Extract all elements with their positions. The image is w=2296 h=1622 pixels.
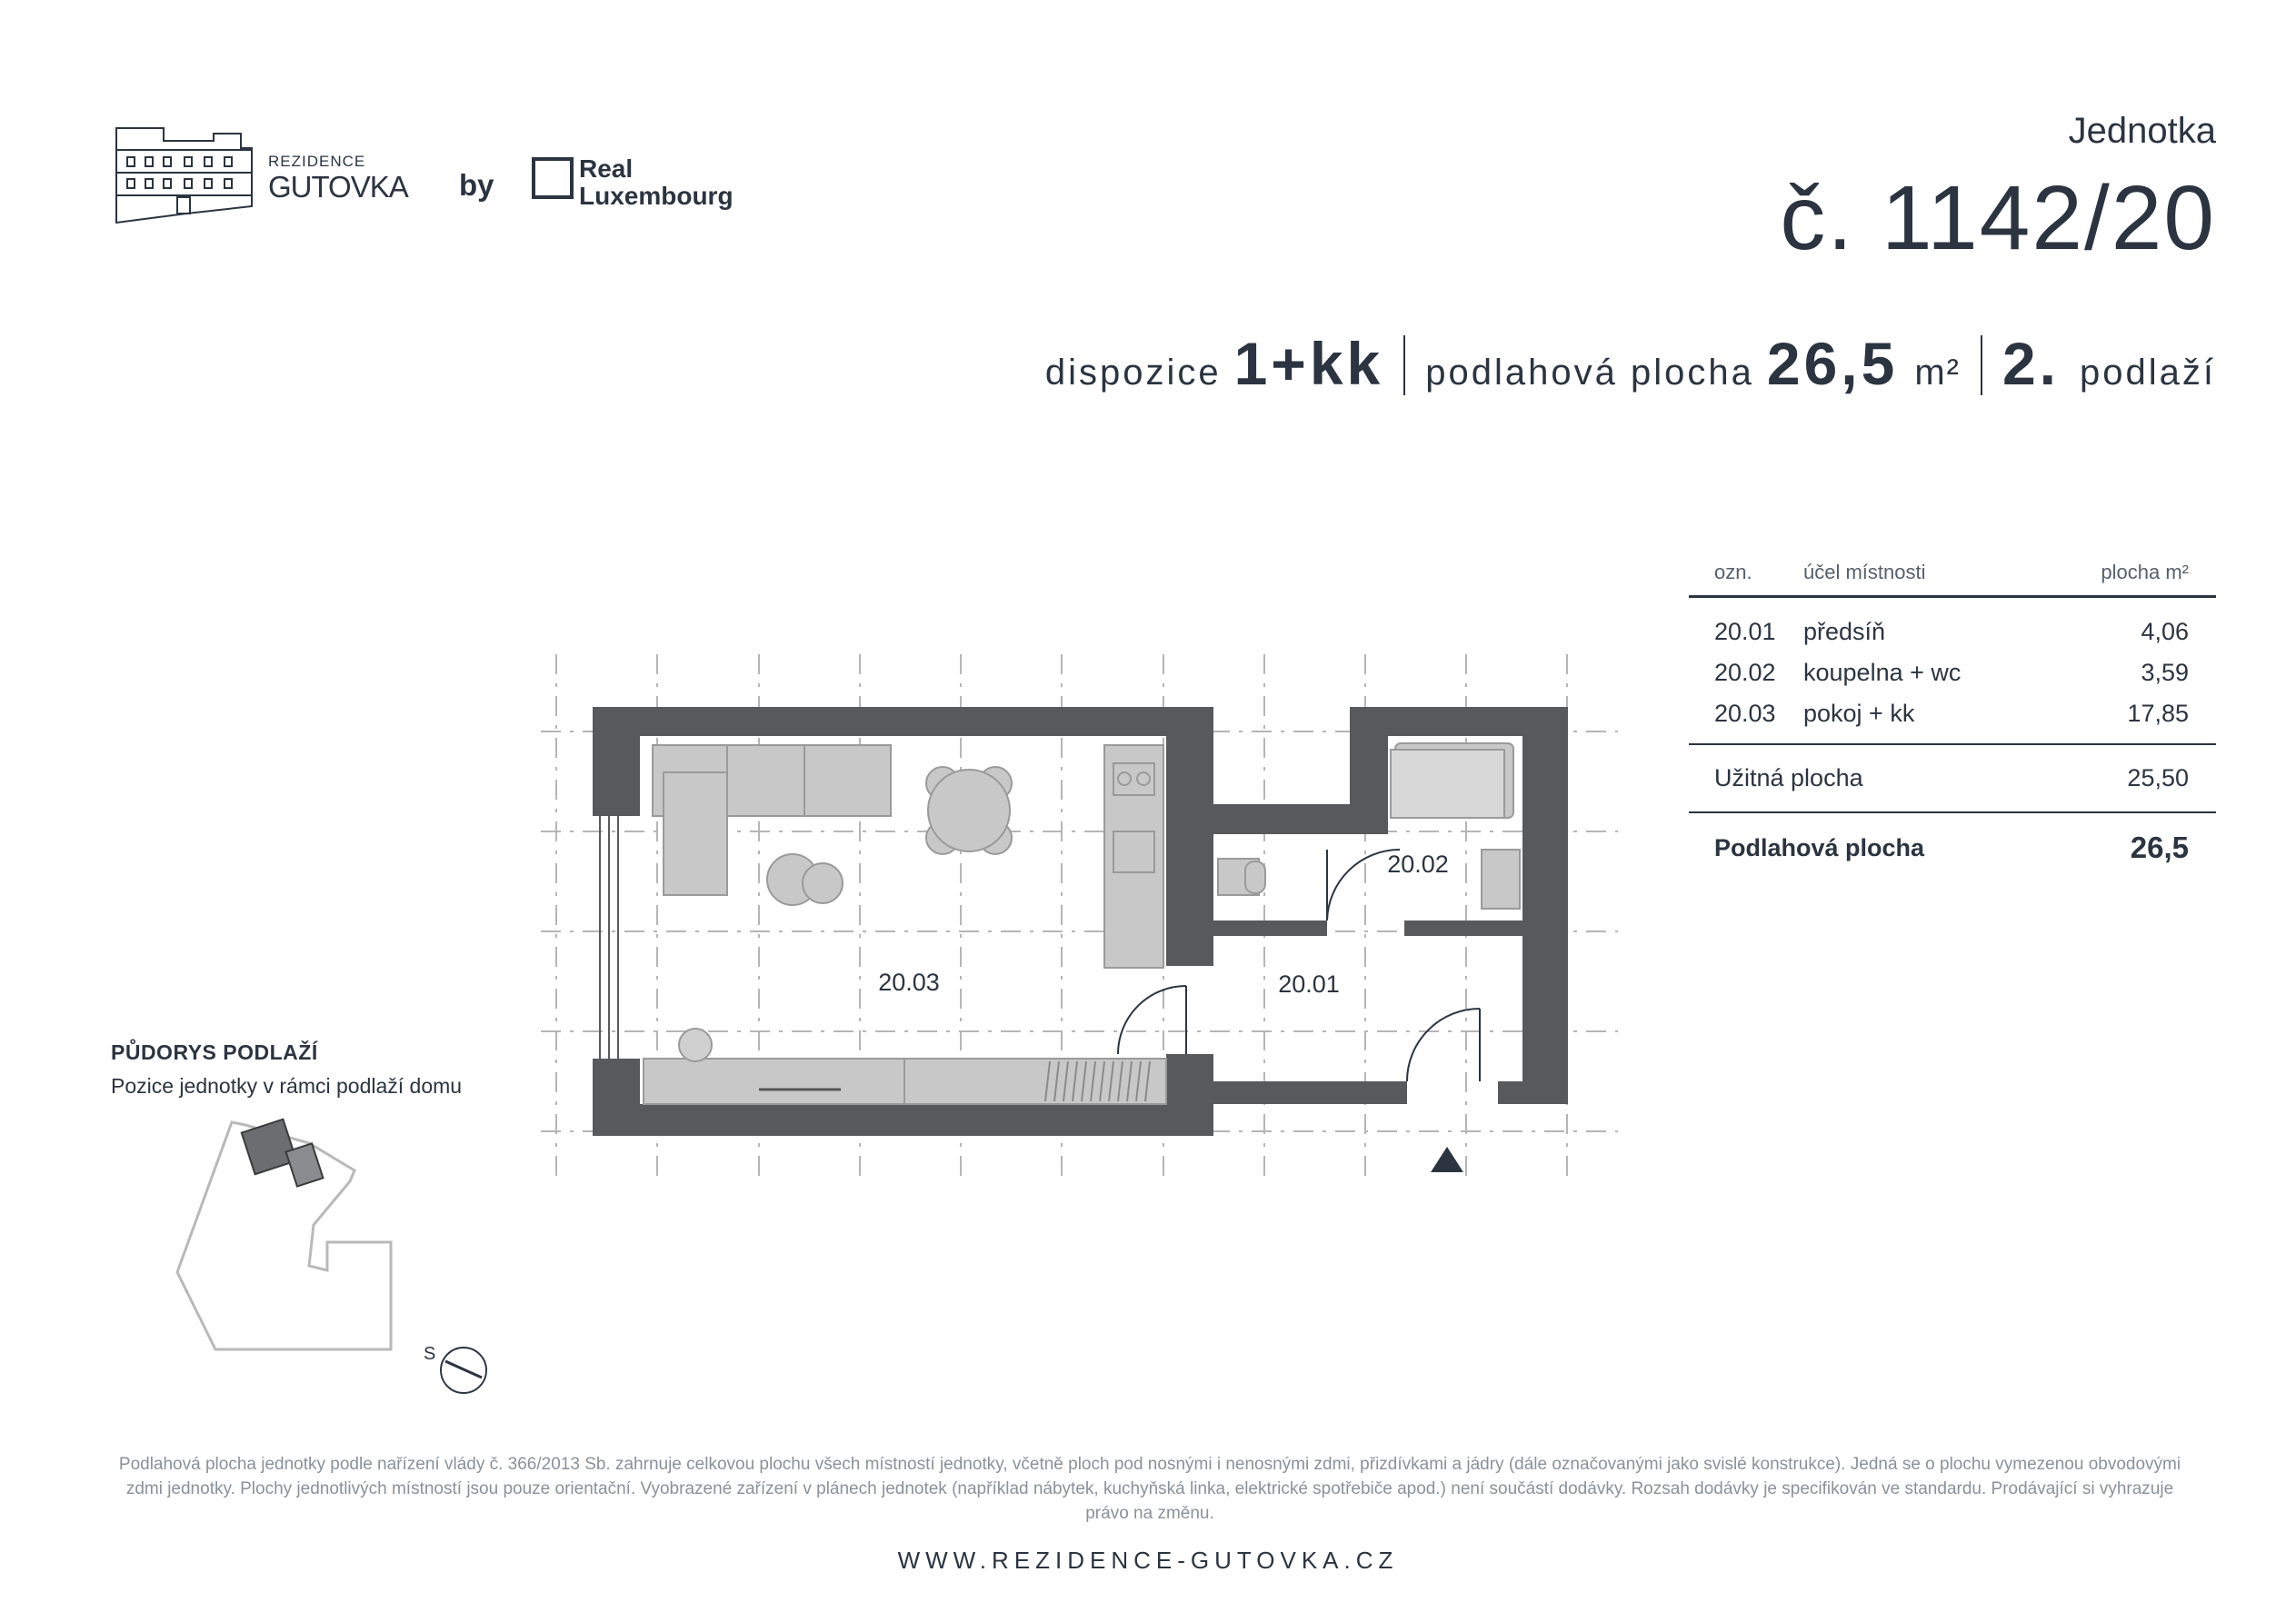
area-label: podlahová plocha	[1425, 353, 1754, 393]
partner-line-1: Real	[579, 154, 634, 183]
room-id: 20.01	[1714, 618, 1776, 645]
room-id: 20.03	[1714, 700, 1776, 727]
floor-area-value: 26,5	[2130, 831, 2189, 864]
room-id: 20.02	[1714, 659, 1776, 686]
door-arc-icon	[1118, 986, 1186, 1054]
brand-name: GUTOVKA	[268, 170, 408, 204]
by-text: by	[459, 168, 494, 202]
floor-area-label: Podlahová plocha	[1714, 833, 1925, 861]
unit-number: č. 1142/20	[1780, 167, 2216, 269]
area-unit: m²	[1914, 353, 1961, 393]
room-area: 4,06	[2141, 618, 2189, 645]
entrance-arrow-icon	[1431, 1147, 1463, 1172]
building-overview-map	[177, 1119, 486, 1393]
room-label-2003: 20.03	[878, 969, 940, 996]
usable-area-label: Užitná plocha	[1714, 764, 1863, 791]
floor-value: 2.	[2002, 330, 2061, 397]
north-label: S	[424, 1344, 436, 1364]
door-arc-icon	[1407, 1009, 1480, 1081]
pot-icon	[679, 1029, 712, 1061]
brand-small-text: REZIDENCE	[268, 153, 366, 170]
unit-label: Jednotka	[2068, 111, 2216, 151]
room-label-2002: 20.02	[1387, 851, 1449, 878]
layout-label: dispozice	[1044, 353, 1222, 393]
floor-overview-subtitle: Pozice jednotky v rámci podlaží domu	[111, 1074, 463, 1098]
room-name: koupelna + wc	[1803, 659, 1962, 686]
header-area: plocha m²	[2101, 561, 2189, 583]
sink-icon	[1482, 850, 1520, 909]
room-label-2001: 20.01	[1278, 970, 1340, 998]
floor-overview-title: PŮDORYS PODLAŽÍ	[111, 1040, 318, 1064]
partner-line-2: Luxembourg	[579, 182, 734, 210]
area-value: 26,5	[1766, 330, 1899, 397]
room-area: 17,85	[2127, 700, 2189, 727]
window-icon	[600, 816, 618, 1059]
dining-table-icon	[928, 770, 1010, 851]
layout-value: 1+kk	[1233, 330, 1384, 397]
website-link[interactable]: WWW.REZIDENCE-GUTOVKA.CZ	[897, 1547, 1399, 1574]
floor-label: podlaží	[2080, 353, 2216, 393]
sofa-chaise-icon	[664, 772, 727, 895]
usable-area-value: 25,50	[2127, 764, 2189, 791]
room-area: 3,59	[2141, 659, 2189, 686]
header-id: ozn.	[1714, 561, 1752, 583]
furniture	[644, 743, 1520, 1104]
room-name: pokoj + kk	[1803, 700, 1915, 727]
disclaimer-text: Podlahová plocha jednotky podle nařízení vlády č. 366/2013 Sb. zahrnuje celkovou plochu všech místností jednotky, včetně ploch pod nosnými i nenosnými zdmi, přizdívkami a jádry (dále označovanými jako svislé konstrukce). Jedná se o plochu vymezenou obvodovými zdmi jednotky. Plochy jednotlivých místností jsou pouze orientační. Vyobrazené zařízení v plánech jednotek (například nábytek, kuchyňská linka, elektrické spotřebiče apod.) není součástí dodávky. Rozsah dodávky je specifikován ve standardu. Prodávající si vyhrazuje právo na změnu.	[118, 1455, 2181, 1523]
room-name: předsíň	[1803, 618, 1886, 645]
header-name: účel místnosti	[1803, 561, 1926, 583]
